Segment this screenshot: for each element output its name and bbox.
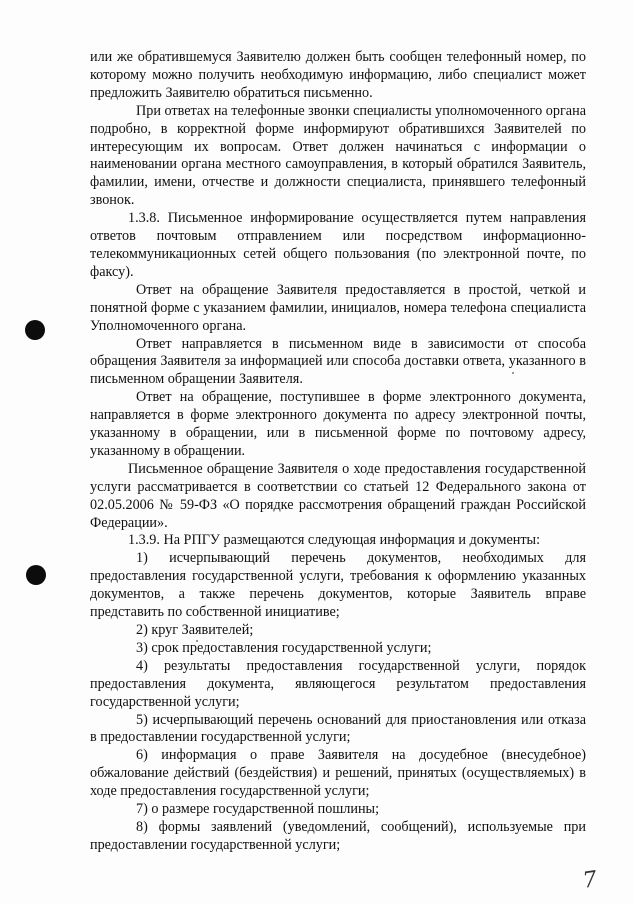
paragraph: 1.3.8. Письменное информирование осуществляется путем направления ответов почтовым отправлением или посредством информационно-телекоммуникационных сетей общего пользования (по электронной почте, по факсу). xyxy=(90,210,586,280)
paragraph: При ответах на телефонные звонки специалисты уполномоченного органа подробно, в корректной форме информируют обратившихся Заявителей по интересующим их вопросам. Ответ должен начинаться с информации о наименовании органа местного самоуправления, в который обратился Заявитель, фамилии, имени, отчестве и должности специалиста, принявшего телефонный звонок. xyxy=(90,102,586,209)
punch-hole xyxy=(26,565,46,585)
list-item: 6) информация о праве Заявителя на досудебное (внесудебное) обжалование действий (бездействия) и решений, принятых (осуществляемых) в ходе предоставления государственной услуги; xyxy=(90,747,586,800)
page-number: 7 xyxy=(581,867,599,894)
list-item: 8) формы заявлений (уведомлений, сообщений), используемые при предоставлении государственной услуги; xyxy=(90,818,586,853)
paragraph: Ответ на обращение, поступившее в форме электронного документа, направляется в форме электронного документа по адресу электронной почты, указанному в обращении, или в письменной форме по почтовому адресу, указанному в обращении. xyxy=(90,389,586,459)
list-item: 4) результаты предоставления государственной услуги, порядок предоставления документа, являющегося результатом предоставления государственной услуги; xyxy=(90,657,586,710)
punch-hole xyxy=(25,320,45,340)
paragraph: Письменное обращение Заявителя о ходе предоставления государственной услуги рассматривается в соответствии со статьей 12 Федерального закона от 02.05.2006 № 59-ФЗ «О порядке рассмотрения обращений граждан Российской Федерации». xyxy=(90,460,586,531)
paragraph: Ответ направляется в письменном виде в зависимости от способа обращения Заявителя за информацией или способа доставки ответа, указанного в письменном обращении Заявителя. xyxy=(90,335,586,388)
paragraph: Ответ на обращение Заявителя предоставляется в простой, четкой и понятной форме с указанием фамилии, инициалов, номера телефона специалиста Уполномоченного органа. xyxy=(90,281,586,334)
list-item: 5) исчерпывающий перечень оснований для приостановления или отказа в предоставлении государственной услуги; xyxy=(90,711,586,746)
paragraph: 1.3.9. На РПГУ размещаются следующая информация и документы: xyxy=(128,532,541,549)
list-item: 7) о размере государственной пошлины; xyxy=(136,801,380,818)
paragraph: или же обратившемуся Заявителю должен быть сообщен телефонный номер, по которому можно получить необходимую информацию, либо специалист может предложить Заявителю обратиться письменно. xyxy=(90,49,586,101)
list-item: 1) исчерпывающий перечень документов, необходимых для предоставления государственной услуги, требования к оформлению указанных документов, а также перечень документов, которые Заявитель вправе представить по собственной инициативе; xyxy=(90,550,586,621)
list-item: 3) срок предоставления государственной услуги; xyxy=(136,639,432,656)
list-item: 2) круг Заявителей; xyxy=(136,622,254,638)
document-body xyxy=(90,49,586,855)
